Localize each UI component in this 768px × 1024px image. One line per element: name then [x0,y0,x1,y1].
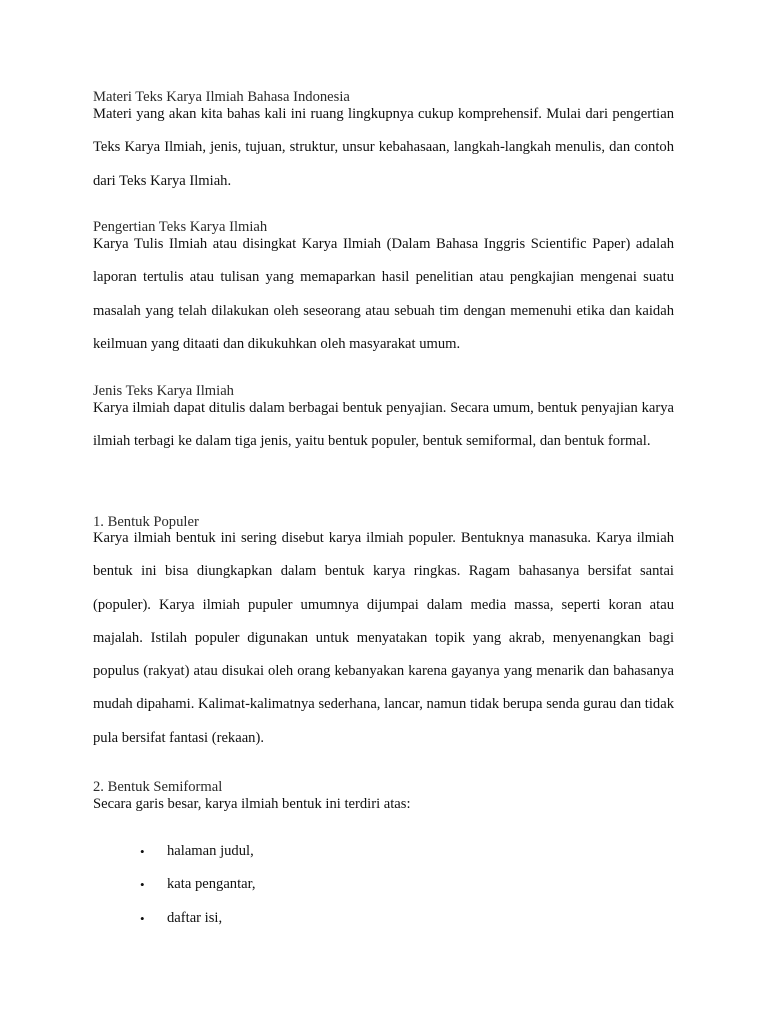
bullet-icon: • [140,877,145,893]
list-item-text: kata pengantar, [167,876,256,893]
intro-paragraph: Materi yang akan kita bahas kali ini ruang lingkupnya cukup komprehensif. Mulai dari pengertian Teks Karya Ilmiah, jenis, tujuan, struktur, unsur kebahasaan, langkah-langkah menulis, dan contoh dari Teks Karya Ilmiah. [93,106,674,189]
list-item [93,875,674,908]
section-body-jenis: Karya ilmiah dapat ditulis dalam berbagai bentuk penyajian. Secara umum, bentuk penyajian karya ilmiah terbagi ke dalam tiga jenis, yaitu bentuk populer, bentuk semiformal, dan bentuk formal. [93,400,674,450]
section-body-bentuk-semiformal: Secara garis besar, karya ilmiah bentuk ini terdiri atas: [93,796,411,812]
section-heading-bentuk-populer: 1. Bentuk Populer [93,514,199,530]
section-heading-bentuk-semiformal: 2. Bentuk Semiformal [93,779,223,795]
semiformal-bullet-list [93,842,674,942]
list-item-text: halaman judul, [167,843,254,859]
section-body-pengertian: Karya Tulis Ilmiah atau disingkat Karya Ilmiah (Dalam Bahasa Inggris Scientific Paper) adalah laporan tertulis atau tulisan yang memaparkan hasil penelitian atau pengkajian mengenai suatu masalah yang telah dilakukan oleh seseorang atau sebuah tim dengan memenuhi etika dan kaidah keilmuan yang ditaati dan dikukuhkan oleh masyarakat umum. [93,236,674,352]
section-heading-jenis: Jenis Teks Karya Ilmiah [93,383,234,399]
bullet-icon: • [140,910,145,926]
list-item-text: daftar isi, [167,909,223,926]
bullet-icon: • [140,844,145,859]
section-heading-pengertian: Pengertian Teks Karya Ilmiah [93,219,268,235]
list-item [93,909,674,942]
section-body-bentuk-populer: Karya ilmiah bentuk ini sering disebut karya ilmiah populer. Bentuknya manasuka. Karya ilmiah bentuk ini bisa diungkapkan dalam bentuk karya ringkas. Ragam bahasanya bersifat santai (populer). Karya ilmiah pupuler umumnya dijumpai dalam media massa, seperti koran atau majalah. Istilah populer digunakan untuk menyatakan topik yang akrab, menyenangkan bagi populus (rakyat) atau disukai oleh orang kebanyakan karena gayanya yang menarik dan bahasanya mudah dipahami. Kalimat-kalimatnya sederhana, lancar, namun tidak berupa senda gurau dan tidak pula bersifat fantasi (rekaan). [93,530,674,746]
document-title: Materi Teks Karya Ilmiah Bahasa Indonesia [93,89,350,105]
list-item [93,842,674,875]
